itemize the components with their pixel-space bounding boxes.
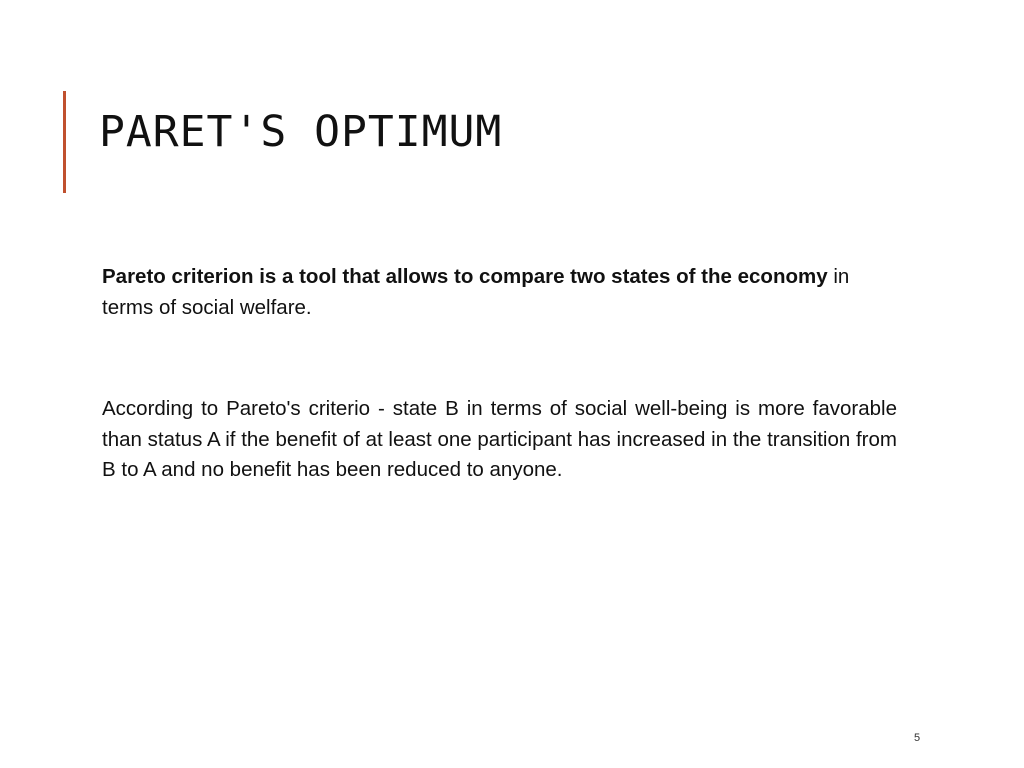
title-accent-bar: [63, 91, 66, 193]
paragraph-1-bold-text: Pareto criterion is a tool that allows to compare two states of the economy: [102, 265, 828, 288]
paragraph-pareto-definition: According to Pareto's criterio - state B in terms of social well-being is more favorable than status A if the benefit of at least one participant has increased in the transition from B to A and no benefit has been reduced to anyone.: [102, 397, 897, 481]
paragraph-1-regular-text: in terms of social welfare.: [102, 265, 850, 319]
page-number: 5: [914, 732, 921, 744]
paragraph-pareto-criterion: [102, 262, 897, 323]
slide-title: PARET'S OPTIMUM: [99, 107, 503, 157]
